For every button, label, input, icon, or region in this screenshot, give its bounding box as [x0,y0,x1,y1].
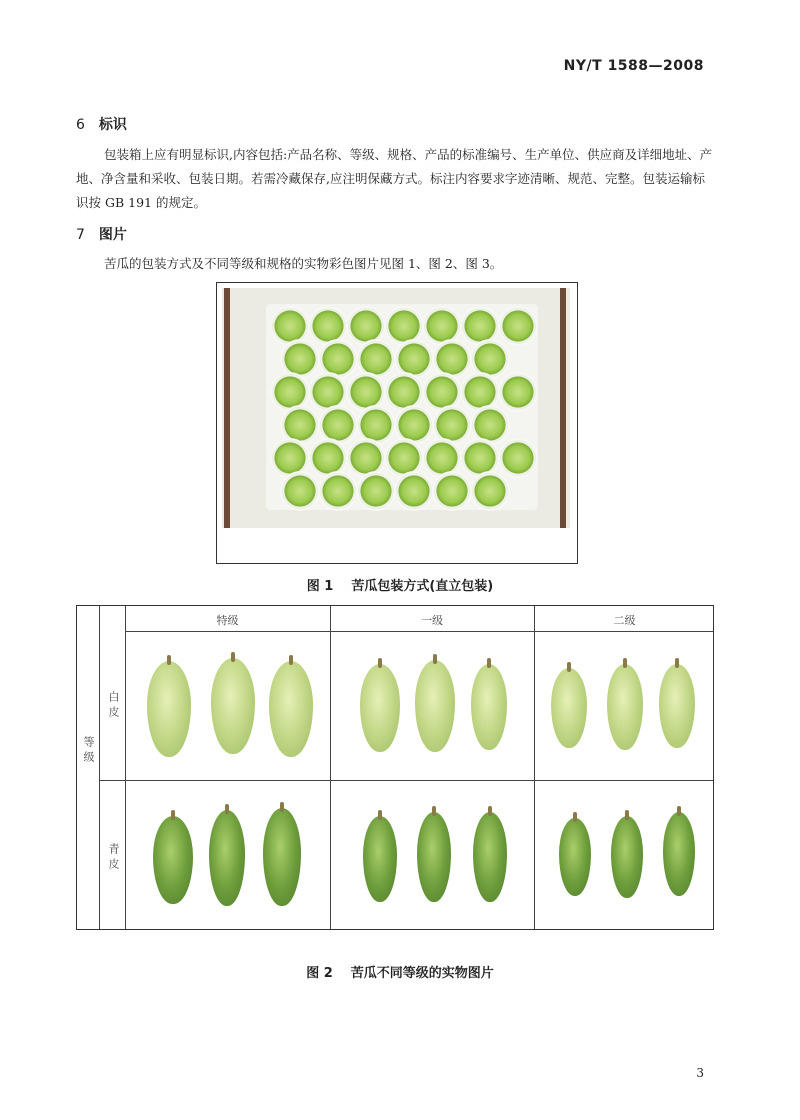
column-label-grade-2: 二级 [613,614,636,627]
packing-tray [266,304,538,510]
section-7-number: 7 [76,227,85,243]
packed-gourd-end [434,407,470,443]
packed-gourd-end [424,440,460,476]
section-6-title: 标识 [98,117,127,133]
section-6-heading [76,114,127,134]
section-7-title: 图片 [98,227,127,243]
packed-gourd-end [348,308,384,344]
section-7-heading [76,224,127,244]
bitter-gourd-white-grade-1 [471,664,507,750]
page-number: 3 [696,1066,704,1080]
document-code: NY/T 1588—2008 [563,58,704,74]
bitter-gourd-green-grade-1 [473,812,507,902]
packed-gourd-end [310,440,346,476]
packed-gourd-end [462,440,498,476]
packed-gourd-end [358,473,394,509]
packed-gourd-end [310,374,346,410]
packed-gourd-end [358,341,394,377]
packed-gourd-end [396,341,432,377]
bitter-gourd-white-grade-1 [360,664,400,752]
packed-gourd-end [272,374,308,410]
bitter-gourd-white-grade-2 [659,664,695,748]
packed-gourd-end [320,341,356,377]
packed-gourd-end [320,473,356,509]
packed-gourd-end [386,374,422,410]
packed-gourd-end [282,341,318,377]
packed-gourd-end [320,407,356,443]
bitter-gourd-green-premium [209,810,245,906]
bitter-gourd-green-grade-2 [663,812,695,896]
packed-gourd-end [462,308,498,344]
bitter-gourd-green-premium [153,816,193,904]
row-label-green: 青皮 [107,843,120,873]
section-7-paragraph: 苦瓜的包装方式及不同等级和规格的实物彩色图片见图 1、图 2、图 3。 [104,256,503,271]
packed-gourd-end [272,308,308,344]
row-group-label: 等级 [82,736,95,766]
bitter-gourd-white-premium [147,661,191,757]
bitter-gourd-green-premium [263,808,301,906]
packed-gourd-end [472,473,508,509]
packed-gourd-end [472,341,508,377]
packed-gourd-end [500,374,536,410]
figure-1-label: 图 1 [306,579,334,594]
section-6-number: 6 [76,117,85,133]
figure-1-caption-text: 苦瓜包装方式(直立包装) [351,579,494,594]
figure-1-caption [0,575,800,594]
packed-gourd-end [348,374,384,410]
packed-gourd-end [424,374,460,410]
packed-gourd-end [462,374,498,410]
row-label-white: 白皮 [107,691,120,721]
packed-gourd-end [348,440,384,476]
packed-gourd-end [386,308,422,344]
packed-gourd-end [396,473,432,509]
figure-2-caption-text: 苦瓜不同等级的实物图片 [350,966,494,981]
packed-gourd-end [396,407,432,443]
bitter-gourd-white-grade-2 [551,668,587,748]
packed-gourd-end [386,440,422,476]
packed-gourd-end [434,473,470,509]
photo-right-post [560,288,566,528]
packed-gourd-end [472,407,508,443]
packed-gourd-end [272,440,308,476]
column-label-premium: 特级 [216,614,239,627]
packed-gourd-end [358,407,394,443]
bitter-gourd-green-grade-2 [559,818,591,896]
packed-gourd-end [282,473,318,509]
packed-gourd-end [434,341,470,377]
bitter-gourd-green-grade-1 [417,812,451,902]
packed-gourd-end [424,308,460,344]
section-6-paragraph: 包装箱上应有明显标识,内容包括:产品名称、等级、规格、产品的标准编号、生产单位、供应商及详细地址、产地、净含量和采收、包装日期。若需冷藏保存,应注明保藏方式。标注内容要求字迹清晰、规范、完整。包装运输标识按 GB 191 的规定。 [76,147,713,210]
packed-gourd-end [500,440,536,476]
figure-2-label: 图 2 [306,966,333,981]
grade-table [76,605,714,930]
figure-1-photo [222,288,570,528]
packed-gourd-end [310,308,346,344]
bitter-gourd-white-grade-1 [415,660,455,752]
bitter-gourd-green-grade-1 [363,816,397,902]
column-label-grade-1: 一级 [421,614,443,627]
figure-2-caption [0,962,800,981]
bitter-gourd-white-premium [269,661,313,757]
bitter-gourd-green-grade-2 [611,816,643,898]
bitter-gourd-white-premium [211,658,255,754]
photo-left-post [224,288,230,528]
packed-gourd-end [500,308,536,344]
packed-gourd-end [282,407,318,443]
bitter-gourd-white-grade-2 [607,664,643,750]
